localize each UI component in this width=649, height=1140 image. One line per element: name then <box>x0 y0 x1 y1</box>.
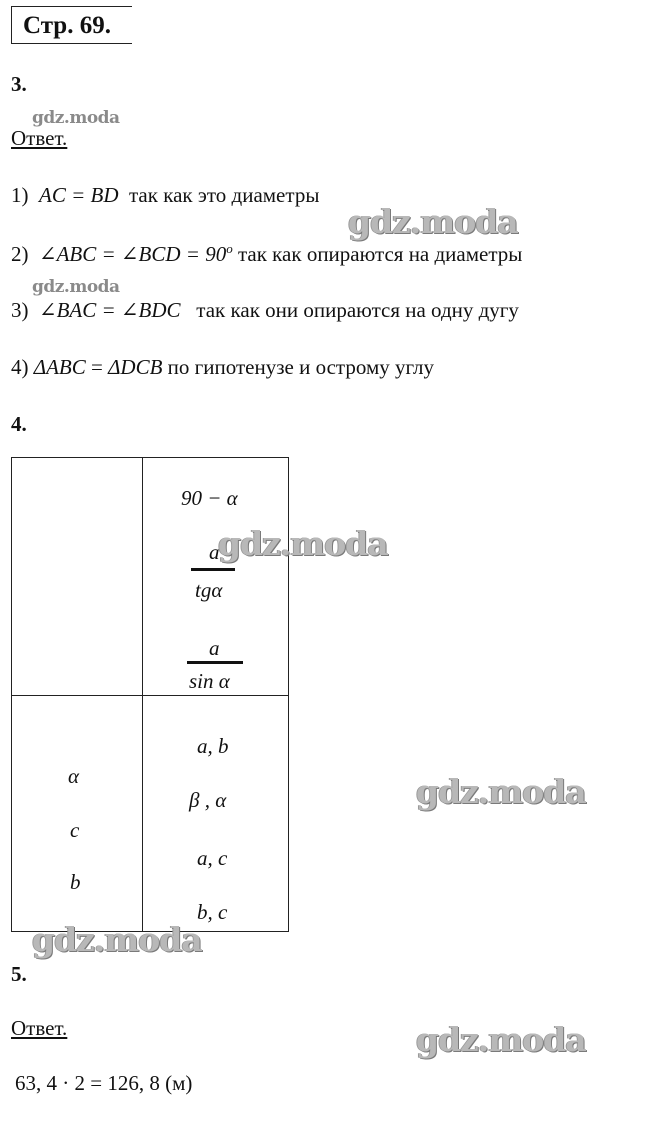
line4-triangle1: ΔABC <box>33 355 86 379</box>
table-cell-r2c2 <box>143 696 289 932</box>
r2c2-item-1: a, b <box>197 734 229 758</box>
watermark: gdz.moda <box>218 524 388 563</box>
line2-math: ∠ABC = ∠BCD = 90 <box>39 242 227 266</box>
table-cell-r2c1 <box>12 696 143 932</box>
calc-unit: (м) <box>165 1071 193 1095</box>
r2c1-item-3: b <box>70 870 81 894</box>
task4-number: 4. <box>11 412 27 436</box>
fraction1-numerator: a <box>209 540 220 564</box>
calc-expression: 63, 4 · 2 = 126, 8 <box>15 1071 160 1095</box>
line4-triangle2: ΔDCB <box>108 355 163 379</box>
watermark: gdz.moda <box>32 277 120 297</box>
r2c1-item-1: α <box>68 764 80 788</box>
line2-text: так как опираются на диаметры <box>237 242 523 266</box>
line3-number: 3) <box>11 298 29 322</box>
r2c2-item-3: a, c <box>197 846 228 870</box>
line2-number: 2) <box>11 242 29 266</box>
task5-answer-label: Ответ. <box>11 1016 68 1040</box>
watermark: gdz.moda <box>416 772 586 811</box>
expr-90-minus-alpha: 90 − α <box>181 486 238 510</box>
task3-number: 3. <box>11 72 27 96</box>
table-cell-r1c2 <box>143 458 289 696</box>
page-label-box <box>11 6 132 44</box>
line4-equals: = <box>91 355 103 379</box>
degree-mark: o <box>226 241 233 256</box>
watermark: gdz.moda <box>348 202 518 241</box>
fraction2-denominator: sin α <box>189 669 230 693</box>
task3-line4 <box>11 355 434 380</box>
task5-calculation <box>15 1071 192 1096</box>
line1-number: 1) <box>11 183 29 207</box>
task3-line2 <box>11 241 522 267</box>
line4-number: 4) <box>11 355 29 379</box>
watermark: gdz.moda <box>32 108 120 128</box>
task5-number: 5. <box>11 962 27 986</box>
task3-line1 <box>11 183 319 208</box>
line1-math: AC = BD <box>39 183 119 207</box>
fraction1-bar <box>191 568 235 571</box>
line3-text: так как они опираются на одну дугу <box>196 298 519 322</box>
page-label: Стр. 69. <box>23 12 111 39</box>
line1-text: так как это диаметры <box>129 183 320 207</box>
watermark: gdz.moda <box>416 1020 586 1059</box>
r2c2-item-2: β , α <box>189 788 227 812</box>
line4-text: по гипотенузе и острому углу <box>167 355 435 379</box>
task3-line3 <box>11 298 519 323</box>
fraction1-denominator: tgα <box>195 578 223 602</box>
fraction2-bar <box>187 661 243 664</box>
task3-answer-label: Ответ. <box>11 126 68 150</box>
line3-math: ∠BAC = ∠BDC <box>39 298 181 322</box>
fraction2-numerator: a <box>209 636 220 660</box>
r2c2-item-4: b, c <box>197 900 228 924</box>
r2c1-item-2: c <box>70 818 80 842</box>
watermark: gdz.moda <box>32 920 202 959</box>
table-cell-r1c1 <box>12 458 143 696</box>
